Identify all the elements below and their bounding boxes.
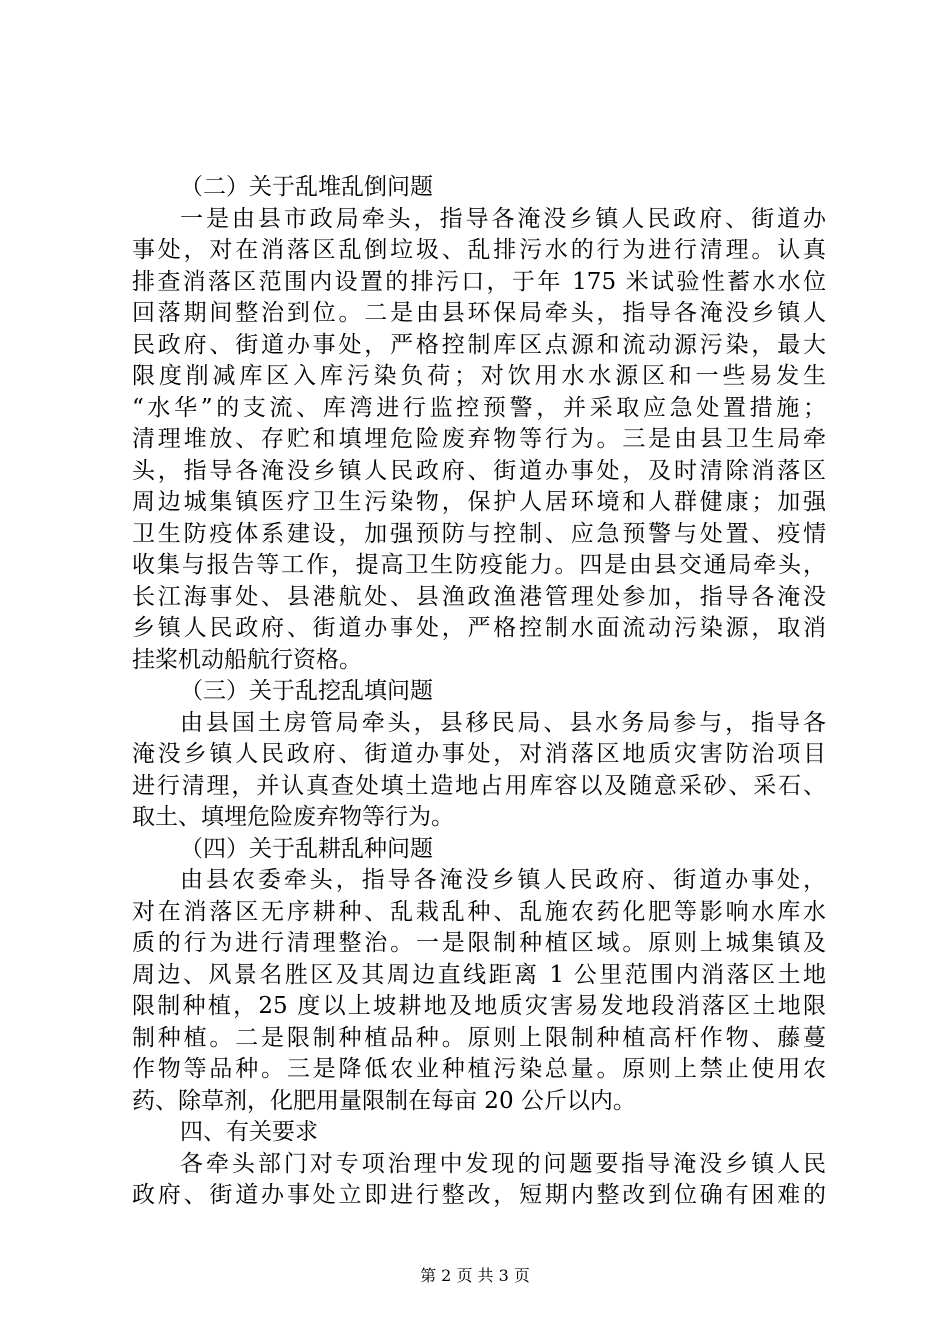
paragraph-line: 制种植。二是限制种植品种。原则上限制种植高杆作物、藤蔓	[132, 1024, 826, 1051]
paragraph-line: 周边、风景名胜区及其周边直线距离 1 公里范围内消落区土地	[132, 961, 826, 988]
paragraph-line: 头，指导各淹没乡镇人民政府、街道办事处，及时清除消落区	[132, 457, 826, 484]
paragraph-line: 限度削减库区入库污染负荷；对饮用水水源区和一些易发生	[132, 363, 826, 389]
section-heading-3: （三）关于乱挖乱填问题	[180, 678, 433, 704]
section-heading-4: （四）关于乱耕乱种问题	[180, 835, 433, 862]
paragraph-line: 对在消落区无序耕种、乱栽乱种、乱施农药化肥等影响水库水	[132, 898, 826, 925]
paragraph-line: 事处，对在消落区乱倒垃圾、乱排污水的行为进行清理。认真	[132, 237, 826, 263]
page-number-footer: 第 2 页 共 3 页	[420, 1266, 530, 1285]
paragraph-line: 周边城集镇医疗卫生污染物，保护人居环境和人群健康；加强	[132, 489, 826, 515]
paragraph-line: 民政府、街道办事处，严格控制库区点源和流动源污染，最大	[132, 331, 826, 358]
document-body	[132, 172, 826, 1212]
paragraph-line: 排查消落区范围内设置的排污口，于年 175 米试验性蓄水水位	[132, 268, 826, 295]
paragraph-line: 政府、街道办事处立即进行整改，短期内整改到位确有困难的	[132, 1182, 826, 1208]
paragraph-line: 作物等品种。三是降低农业种植污染总量。原则上禁止使用农	[132, 1056, 826, 1082]
paragraph-line: 药、除草剂，化肥用量限制在每亩 20 公斤以内。	[132, 1087, 636, 1114]
paragraph-line: 淹没乡镇人民政府、街道办事处，对消落区地质灾害防治项目	[132, 741, 826, 767]
paragraph-line: 由县农委牵头，指导各淹没乡镇人民政府、街道办事处，	[180, 867, 826, 893]
paragraph-line: 由县国土房管局牵头，县移民局、县水务局参与，指导各	[180, 709, 826, 736]
section-heading-requirements: 四、有关要求	[180, 1119, 318, 1145]
paragraph-line: 回落期间整治到位。二是由县环保局牵头，指导各淹没乡镇人	[132, 300, 826, 326]
paragraph-line: 清理堆放、存贮和填埋危险废弃物等行为。三是由县卫生局牵	[132, 426, 826, 452]
paragraph-line: 挂桨机动船航行资格。	[132, 646, 362, 673]
paragraph-line: 进行清理，并认真查处填土造地占用库容以及随意采砂、采石、	[132, 772, 826, 799]
paragraph-line: 限制种植，25 度以上坡耕地及地质灾害易发地段消落区土地限	[132, 993, 826, 1019]
paragraph-line: 质的行为进行清理整治。一是限制种植区域。原则上城集镇及	[132, 930, 826, 956]
paragraph-line: 长江海事处、县港航处、县渔政渔港管理处参加，指导各淹没	[132, 583, 826, 610]
paragraph-line: 卫生防疫体系建设，加强预防与控制、应急预警与处置、疫情	[132, 520, 826, 547]
paragraph-line: 一是由县市政局牵头，指导各淹没乡镇人民政府、街道办	[180, 205, 826, 232]
section-heading-2: （二）关于乱堆乱倒问题	[180, 174, 433, 200]
paragraph-line: “水华”的支流、库湾进行监控预警，并采取应急处置措施；	[132, 394, 826, 421]
paragraph-line: 各牵头部门对专项治理中发现的问题要指导淹没乡镇人民	[180, 1150, 826, 1177]
paragraph-line: 收集与报告等工作，提高卫生防疫能力。四是由县交通局牵头，	[132, 552, 826, 578]
paragraph-line: 乡镇人民政府、街道办事处，严格控制水面流动污染源，取消	[132, 615, 826, 641]
paragraph-line: 取土、填埋危险废弃物等行为。	[132, 804, 454, 830]
